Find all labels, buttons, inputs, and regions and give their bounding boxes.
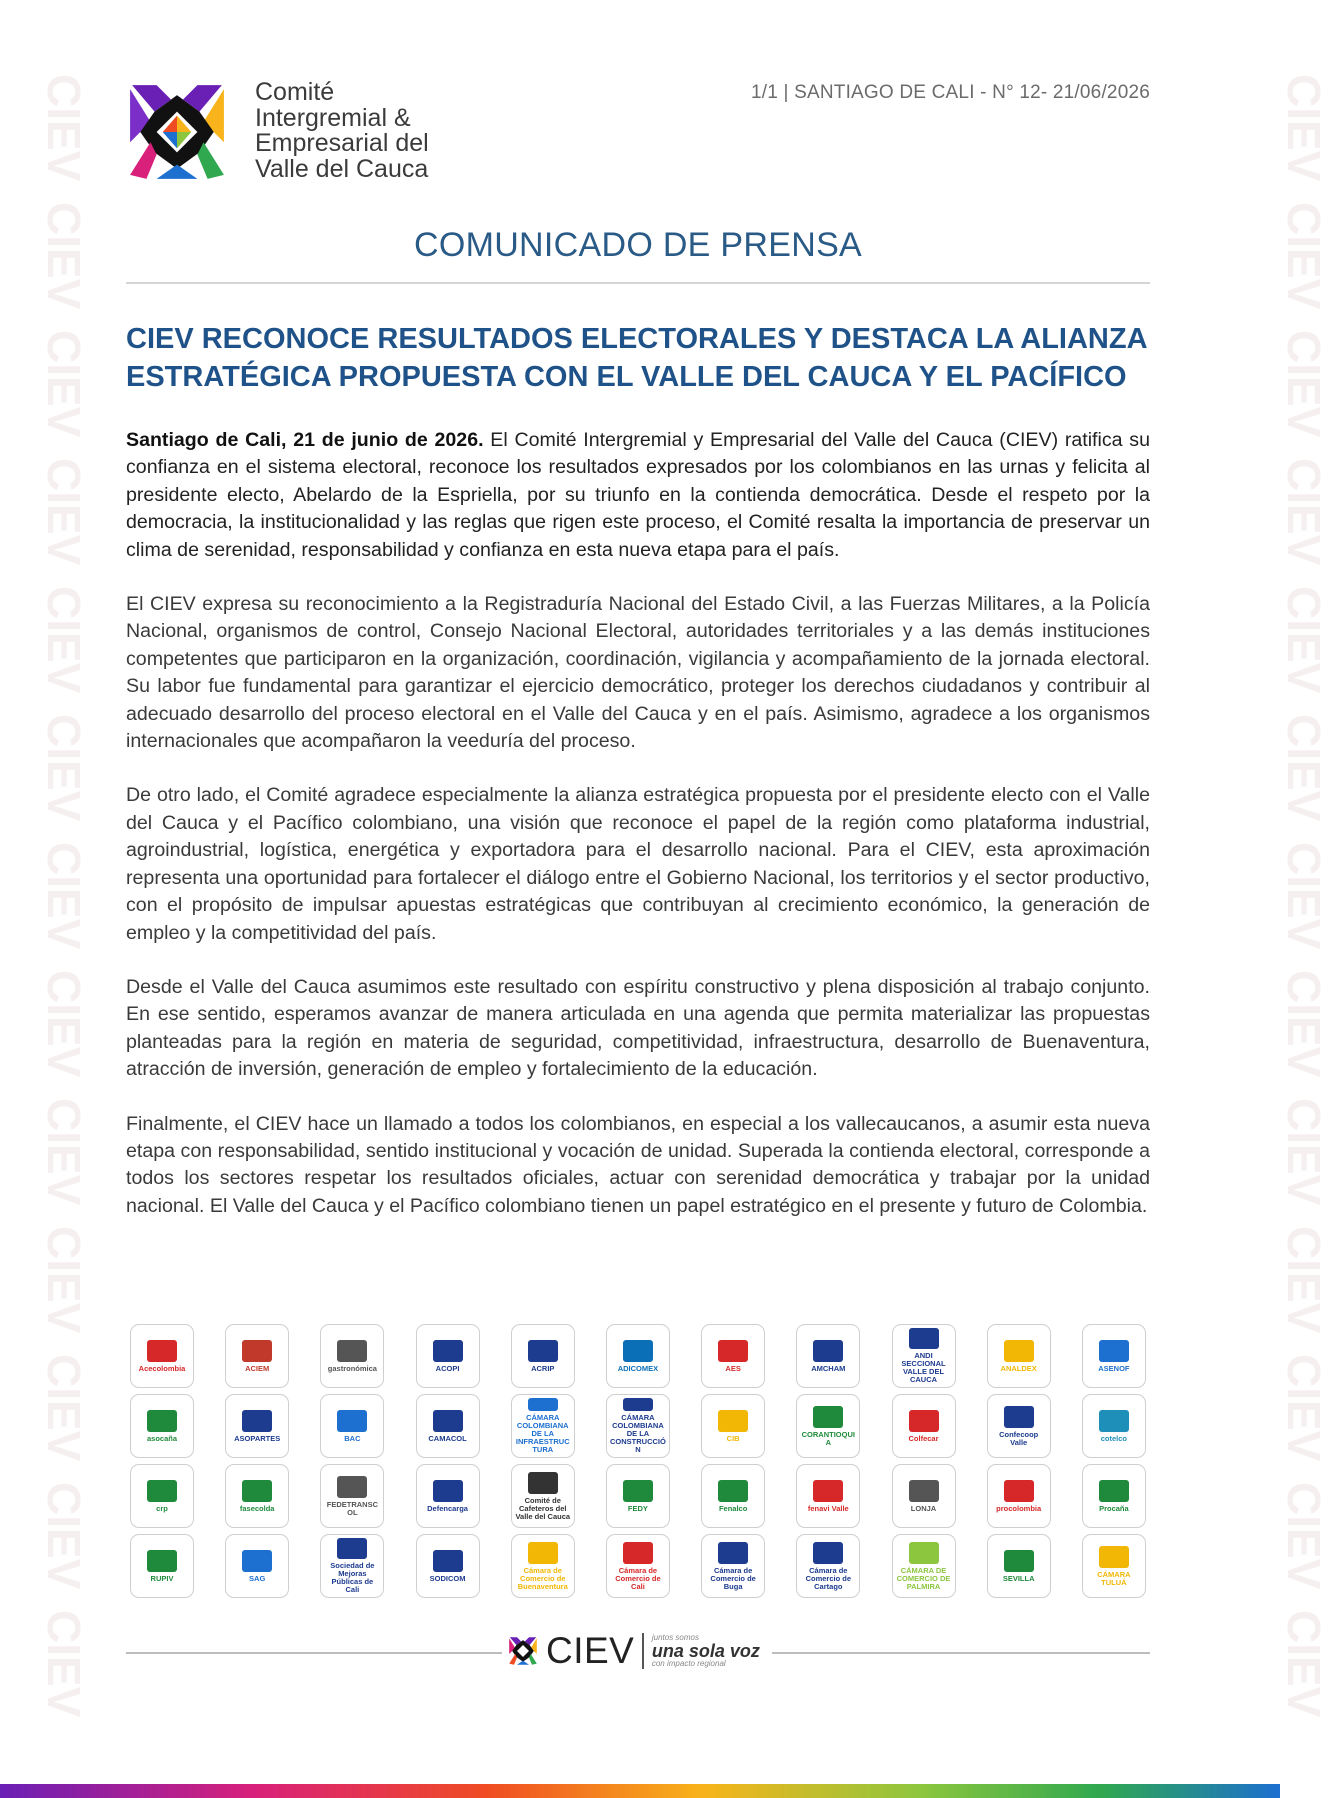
- member-logo-tile: [416, 1534, 480, 1598]
- member-logo-label: cotelco: [1100, 1433, 1127, 1443]
- footer-rule-left: [126, 1652, 502, 1654]
- member-logo-icon: [909, 1328, 939, 1349]
- footer-brand-name: CIEV: [546, 1630, 635, 1671]
- member-logo-tile: [892, 1534, 956, 1598]
- member-logo-icon: [813, 1542, 843, 1564]
- member-logo-label: ACRIP: [531, 1363, 555, 1373]
- right-watermark: CIEV CIEV CIEV CIEV CIEV CIEV CIEV CIEV CIEV CIEV CIEV CIEV CIEV: [1278, 74, 1330, 1718]
- member-logo-icon: [623, 1398, 653, 1411]
- member-logo-icon: [909, 1480, 939, 1502]
- member-logo-tile: [1082, 1534, 1146, 1598]
- member-logo-label: fenavi Valle: [807, 1503, 849, 1513]
- member-logo-icon: [147, 1340, 177, 1362]
- member-logo-label: Comité de Cafeteros del Valle del Cauca: [515, 1495, 571, 1521]
- member-logo-label: Cámara de Comercio de Cartago: [805, 1565, 852, 1591]
- member-logo-tile: [701, 1464, 765, 1528]
- member-logo-icon: [433, 1550, 463, 1572]
- member-logo-icon: [147, 1410, 177, 1432]
- member-logo-icon: [718, 1542, 748, 1564]
- member-logo-tile: [416, 1464, 480, 1528]
- member-logo-label: CORANTIOQUIA: [801, 1429, 855, 1447]
- paragraph-3: De otro lado, el Comité agradece especialmente la alianza estratégica propuesta por el presidente electo con el Valle del Cauca y el Pacífico colombiano, una visión que reconoce el papel de la región como plataforma industrial, agroindustrial, logística, energética y exportadora para el desarrollo nacional. Para el CIEV, esta aproximación representa una oportunidad para fortalecer el diálogo entre el Gobierno Nacional, los territorios y el sector productivo, con el propósito de impulsar apuestas estratégicas que contribuyan al crecimiento económico, la generación de empleo y la competitividad del país.: [126, 784, 1150, 944]
- member-logo-icon: [718, 1410, 748, 1432]
- member-logo-label: AES: [725, 1363, 741, 1373]
- member-logo-tile: [511, 1534, 575, 1598]
- member-logo-tile: [130, 1534, 194, 1598]
- member-logo-icon: [528, 1472, 558, 1494]
- member-logo-label: RUPIV: [150, 1573, 174, 1583]
- member-logo-label: CÁMARA TULUÁ: [1097, 1569, 1131, 1587]
- member-logo-tile: [606, 1394, 670, 1458]
- member-logo-tile: [796, 1324, 860, 1388]
- member-logo-icon: [813, 1340, 843, 1362]
- member-logo-label: FEDY: [627, 1503, 648, 1513]
- member-logo-tile: [987, 1464, 1051, 1528]
- member-logo-icon: [718, 1480, 748, 1502]
- member-logo-label: SODICOM: [429, 1573, 466, 1583]
- member-logo-label: fasecolda: [239, 1503, 275, 1513]
- member-logo-tile: [225, 1534, 289, 1598]
- member-logo-tile: [511, 1324, 575, 1388]
- member-logo-label: CÁMARA COLOMBIANA DE LA CONSTRUCCIÓN: [610, 1413, 666, 1454]
- member-logo-label: ACOPI: [435, 1363, 460, 1373]
- member-logo-tile: [987, 1394, 1051, 1458]
- member-logo-label: Procaña: [1099, 1503, 1129, 1513]
- member-logo-icon: [528, 1398, 558, 1411]
- member-logo-icon: [718, 1340, 748, 1362]
- member-logo-tile: [1082, 1394, 1146, 1458]
- member-logo-label: gastronómica: [327, 1363, 377, 1373]
- member-logo-label: ASOPARTES: [234, 1433, 281, 1443]
- member-logo-icon: [337, 1340, 367, 1362]
- member-logo-label: Sociedad de Mejoras Públicas de Cali: [330, 1561, 375, 1594]
- member-logo-label: FEDETRANSCOL: [326, 1499, 378, 1517]
- member-logo-icon: [433, 1340, 463, 1362]
- member-logo-tile: [416, 1394, 480, 1458]
- member-logo-tile: [416, 1324, 480, 1388]
- press-release-headline: CIEV RECONOCE RESULTADOS ELECTORALES Y DESTACA LA ALIANZA ESTRATÉGICA PROPUESTA CON EL VALLE DEL CAUCA Y EL PACÍFICO: [126, 323, 1148, 393]
- member-logo-label: ANALDEX: [1000, 1363, 1037, 1373]
- member-logo-grid: [130, 1324, 1146, 1598]
- member-logo-label: Acecolombia: [138, 1363, 186, 1373]
- member-logo-label: crp: [156, 1503, 168, 1513]
- member-logo-tile: [225, 1324, 289, 1388]
- member-logo-icon: [433, 1480, 463, 1502]
- member-logo-tile: [606, 1464, 670, 1528]
- member-logo-icon: [242, 1340, 272, 1362]
- member-logo-label: Cámara de Comercio de Cali: [615, 1565, 661, 1591]
- member-logo-label: SAG: [249, 1573, 266, 1583]
- member-logo-tile: [225, 1394, 289, 1458]
- footer-tagline: juntos somos una sola voz con impacto regional: [651, 1633, 760, 1668]
- member-logo-label: AMCHAM: [811, 1363, 846, 1373]
- member-logo-label: Defencarga: [427, 1503, 468, 1513]
- member-logo-icon: [623, 1340, 653, 1362]
- org-name: Comité Intergremial & Empresarial del Valle del Cauca: [255, 78, 429, 183]
- member-logo-tile: [987, 1324, 1051, 1388]
- member-logo-icon: [528, 1340, 558, 1362]
- member-logo-tile: [511, 1464, 575, 1528]
- press-release-body: [126, 427, 1150, 1247]
- member-logo-icon: [242, 1550, 272, 1572]
- document-reference: 1/1 | SANTIAGO DE CALI - N° 12- 21/06/2026: [751, 82, 1150, 103]
- member-logo-icon: [337, 1538, 367, 1559]
- member-logo-icon: [909, 1542, 939, 1564]
- member-logo-tile: [130, 1464, 194, 1528]
- paragraph-1: Santiago de Cali, 21 de junio de 2026. El Comité Intergremial y Empresarial del Valle del Cauca (CIEV) ratifica su confianza en el sistema electoral, reconoce los resultados expresados por los colombianos en las urnas y felicita al presidente electo, Abelardo de la Espriella, por su triunfo en la contienda democrática. Desde el respeto por la democracia, la institucionalidad y las reglas que rigen este proceso, el Comité resalta la importancia de preservar un clima de serenidad, responsabilidad y confianza en esta nueva etapa para el país.: [126, 429, 1150, 561]
- member-logo-tile: [796, 1534, 860, 1598]
- member-logo-label: Confecoop Valle: [999, 1429, 1039, 1447]
- left-watermark: CIEV CIEV CIEV CIEV CIEV CIEV CIEV CIEV CIEV CIEV CIEV CIEV CIEV: [38, 74, 90, 1718]
- member-logo-label: ADICOMEX: [617, 1363, 659, 1373]
- member-logo-tile: [320, 1394, 384, 1458]
- member-logo-icon: [1004, 1480, 1034, 1502]
- member-logo-label: Cámara de Comercio de Buenaventura: [517, 1565, 568, 1591]
- member-logo-tile: [320, 1324, 384, 1388]
- member-logo-label: SEVILLA: [1002, 1573, 1035, 1583]
- member-logo-icon: [147, 1480, 177, 1502]
- member-logo-label: procolombia: [996, 1503, 1042, 1513]
- member-logo-tile: [511, 1394, 575, 1458]
- member-logo-label: BAC: [344, 1433, 361, 1443]
- member-logo-tile: [892, 1464, 956, 1528]
- paragraph-2: El CIEV expresa su reconocimiento a la Registraduría Nacional del Estado Civil, a las Fuerzas Militares, a la Policía Nacional, organismos de control, Consejo Nacional Electoral, autoridades territoriales y a las demás instituciones competentes que participaron en la organización, coordinación, vigilancia y acompañamiento de la jornada electoral. Su labor fue fundamental para garantizar el ejercicio democrático, proteger los derechos ciudadanos y contribuir al adecuado desarrollo del proceso electoral en el Valle del Cauca y en el país. Asimismo, agradece a los organismos internacionales que acompañaron la veeduría del proceso.: [126, 593, 1150, 753]
- member-logo-icon: [623, 1480, 653, 1502]
- member-logo-icon: [909, 1410, 939, 1432]
- member-logo-tile: [606, 1324, 670, 1388]
- member-logo-label: Colfecar: [908, 1433, 939, 1443]
- member-logo-label: Fenalco: [718, 1503, 748, 1513]
- member-logo-icon: [1004, 1550, 1034, 1572]
- footer-brand: [508, 1630, 760, 1672]
- member-logo-label: CÁMARA COLOMBIANA DE LA INFRAESTRUCTURA: [515, 1413, 570, 1454]
- member-logo-icon: [147, 1550, 177, 1572]
- member-logo-label: CAMACOL: [428, 1433, 467, 1443]
- member-logo-tile: [225, 1464, 289, 1528]
- member-logo-icon: [1004, 1340, 1034, 1362]
- member-logo-icon: [242, 1480, 272, 1502]
- member-logo-icon: [433, 1410, 463, 1432]
- member-logo-icon: [813, 1480, 843, 1502]
- member-logo-icon: [1004, 1406, 1034, 1428]
- member-logo-tile: [320, 1534, 384, 1598]
- member-logo-icon: [623, 1542, 653, 1564]
- member-logo-icon: [1099, 1410, 1129, 1432]
- member-logo-tile: [987, 1534, 1051, 1598]
- member-logo-icon: [242, 1410, 272, 1432]
- member-logo-label: CIB: [726, 1433, 740, 1443]
- footer-rule-right: [772, 1652, 1150, 1654]
- member-logo-tile: [130, 1324, 194, 1388]
- member-logo-tile: [320, 1464, 384, 1528]
- member-logo-tile: [892, 1324, 956, 1388]
- paragraph-4: Desde el Valle del Cauca asumimos este resultado con espíritu constructivo y plena disposición al trabajo conjunto. En ese sentido, esperamos avanzar de manera articulada en una agenda que permita materializar las propuestas planteadas para la región en materia de seguridad, competitividad, infraestructura, desarrollo de Buenaventura, atracción de inversión, generación de empleo y fortalecimiento de la educación.: [126, 975, 1150, 1081]
- header-divider: [126, 282, 1150, 284]
- member-logo-tile: [892, 1394, 956, 1458]
- member-logo-tile: [1082, 1324, 1146, 1388]
- section-label: COMUNICADO DE PRENSA: [413, 226, 863, 264]
- member-logo-icon: [1099, 1480, 1129, 1502]
- member-logo-icon: [528, 1542, 558, 1564]
- member-logo-tile: [606, 1534, 670, 1598]
- member-logo-icon: [1099, 1546, 1129, 1568]
- member-logo-icon: [337, 1476, 367, 1498]
- member-logo-label: asocaña: [146, 1433, 178, 1443]
- rainbow-bottom-bar: [0, 1784, 1280, 1798]
- member-logo-label: ACIEM: [245, 1363, 270, 1373]
- paragraph-5: Finalmente, el CIEV hace un llamado a todos los colombianos, en especial a los vallecaucanos, a asumir esta nueva etapa con responsabilidad, sentido institucional y vocación de unidad. Superada la contienda electoral, corresponde a todos los sectores respetar los resultados oficiales, actuar con serenidad democrática y trabajar por la unidad nacional. El Valle del Cauca y el Pacífico colombiano tienen un papel estratégico en el presente y futuro de Colombia.: [126, 1112, 1150, 1217]
- member-logo-label: ASENOF: [1098, 1363, 1130, 1373]
- ciev-knot-logo-icon: [126, 80, 228, 184]
- member-logo-tile: [701, 1324, 765, 1388]
- member-logo-icon: [813, 1406, 843, 1428]
- member-logo-tile: [796, 1394, 860, 1458]
- member-logo-tile: [701, 1394, 765, 1458]
- dateline: Santiago de Cali, 21 de junio de 2026.: [126, 429, 484, 451]
- member-logo-tile: [1082, 1464, 1146, 1528]
- footer-separator: [642, 1633, 644, 1669]
- member-logo-label: ANDI SECCIONAL VALLE DEL CAUCA: [901, 1351, 946, 1384]
- ciev-small-logo-icon: [508, 1636, 538, 1666]
- member-logo-tile: [796, 1464, 860, 1528]
- member-logo-label: Cámara de Comercio de Buga: [710, 1565, 756, 1591]
- member-logo-label: CÁMARA DE COMERCIO DE PALMIRA: [896, 1565, 951, 1591]
- member-logo-icon: [1099, 1340, 1129, 1362]
- member-logo-tile: [701, 1534, 765, 1598]
- member-logo-tile: [130, 1394, 194, 1458]
- member-logo-icon: [337, 1410, 367, 1432]
- member-logo-label: LONJA: [910, 1503, 937, 1513]
